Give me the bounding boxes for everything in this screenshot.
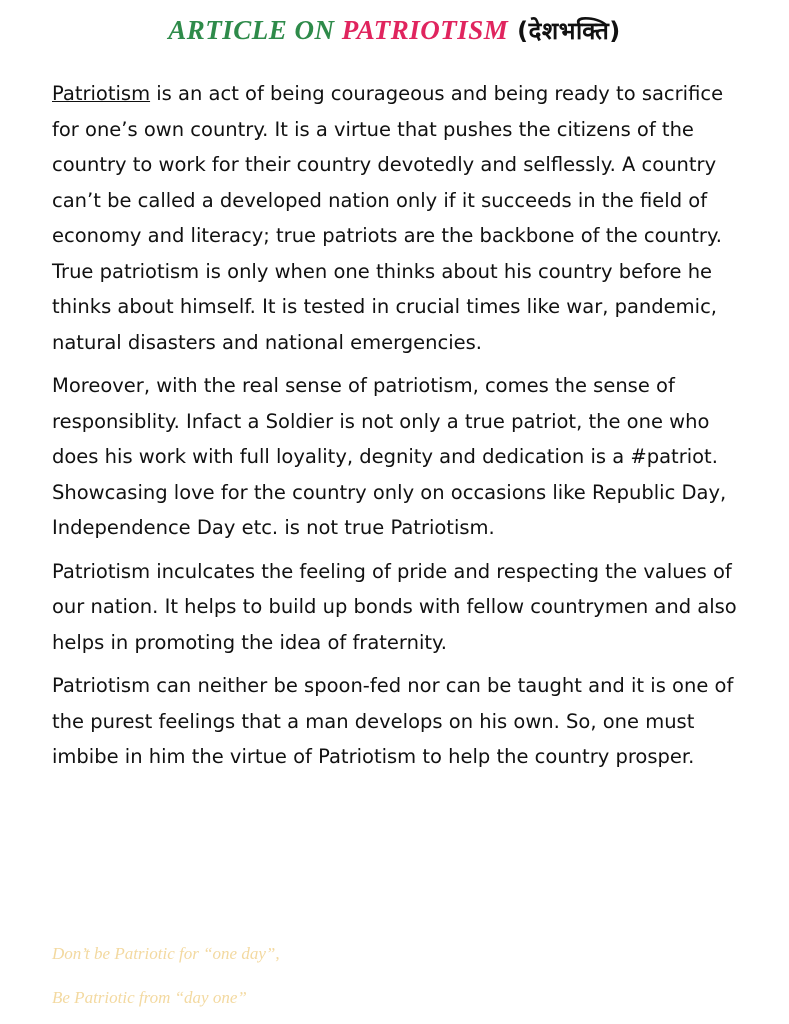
paragraph-1-lead-word: Patriotism xyxy=(52,82,151,105)
title-hindi: (देशभक्ति) xyxy=(508,17,621,45)
paragraph-1-text: is an act of being courageous and being ready to sacrifice for one’s own country. It is a virtue that pushes the citizens of the country to work for their country devotedly and selflessly. A country can’t be called a developed nation only if it succeeds in the field of economy and literacy; true patriots are the backbone of the country. True patriotism is only when one thinks about his country before he thinks about himself. It is tested in crucial times like war, pandemic, natural disasters and national emergencies. xyxy=(52,82,724,354)
quote-line-2: Be Patriotic from “day one” xyxy=(52,988,247,1007)
paragraph-4: Patriotism can neither be spoon-fed nor can be taught and it is one of the purest feelings that a man develops on his own. So, one must imbibe in him the virtue of Patriotism to help the country prosper. xyxy=(52,674,734,768)
quote-line-1: Don’t be Patriotic for “one day”, xyxy=(52,944,280,963)
paragraph-3: Patriotism inculcates the feeling of pride and respecting the values of our nation. It helps to build up bonds with fellow countrymen and also helps in promoting the idea of fraternity. xyxy=(52,559,737,654)
paragraph-1 xyxy=(52,76,752,360)
paragraph-2: Moreover, with the real sense of patriotism, comes the sense of responsiblity. Infact a Soldier is not only a true patriot, the one who does his work with full loyality, degnity and dedication is a #patriot. Showcasing love for the country only on occasions like Republic Day, Independence Day etc. is not true Patriotism. xyxy=(52,374,727,539)
title-article-on: ARTICLE ON xyxy=(168,15,342,45)
article-body xyxy=(52,76,752,783)
article-title xyxy=(0,14,789,47)
title-patriotism: PATRIOTISM xyxy=(341,15,509,45)
